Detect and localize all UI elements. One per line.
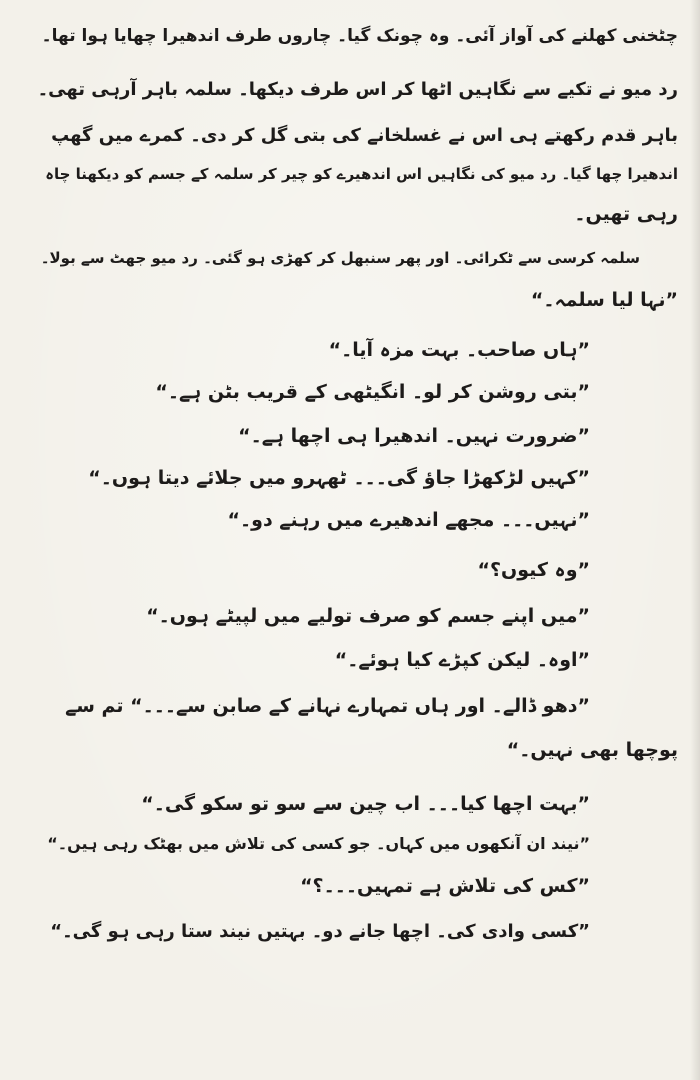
text-line: چٹخنی کھلنے کی آواز آئی۔ وہ چونک گیا۔ چاروں طرف اندھیرا چھایا ہوا تھا۔ <box>41 26 678 46</box>
dialogue-line: ”اوہ۔ لیکن کپڑے کیا ہوئے۔“ <box>334 649 590 671</box>
page-edge-shadow <box>690 0 700 1080</box>
dialogue-line: ”کسی وادی کی۔ اچھا جانے دو۔ بہتیں نیند ستا رہی ہو گی۔“ <box>50 921 590 942</box>
dialogue-line: ”میں اپنے جسم کو صرف تولیے میں لپیٹے ہوں۔“ <box>146 605 590 627</box>
text-line: رہی تھیں۔ <box>574 203 678 225</box>
text-line: رد میو نے تکیے سے نگاہیں اٹھا کر اس طرف دیکھا۔ سلمہ باہر آرہی تھی۔ <box>37 79 678 100</box>
dialogue-line: ”بتی روشن کر لو۔ انگیٹھی کے قریب بٹن ہے۔“ <box>155 381 590 403</box>
dialogue-line: پوچھا بھی نہیں۔“ <box>506 739 678 761</box>
text-line: ”نہا لیا سلمہ۔“ <box>530 289 678 311</box>
dialogue-line: ”ہاں صاحب۔ بہت مزہ آیا۔“ <box>328 339 590 361</box>
dialogue-line: ”دھو ڈالے۔ اور ہاں تمہارے نہانے کے صابن سے۔۔۔“ تم سے <box>65 695 590 717</box>
dialogue-line: ”ضرورت نہیں۔ اندھیرا ہی اچھا ہے۔“ <box>238 425 590 447</box>
text-line: اندھیرا چھا گیا۔ رد میو کی نگاہیں اس اندھیرے کو چیر کر سلمہ کے جسم کو دیکھنا چاہ <box>45 165 678 183</box>
dialogue-line: ”وہ کیوں؟“ <box>477 559 590 581</box>
dialogue-line: ”نہیں۔۔۔ مجھے اندھیرے میں رہنے دو۔“ <box>227 509 590 531</box>
dialogue-line: ”کہیں لڑکھڑا جاؤ گی۔۔۔ ٹھہرو میں جلائے دیتا ہوں۔“ <box>88 467 590 489</box>
dialogue-line: ”بہت اچھا کیا۔۔۔ اب چین سے سو تو سکو گی۔“ <box>141 793 590 815</box>
dialogue-line: ”نیند ان آنکھوں میں کہاں۔ جو کسی کی تلاش میں بھٹک رہی ہیں۔“ <box>47 834 590 853</box>
dialogue-line: ”کس کی تلاش ہے تمہیں۔۔۔؟“ <box>300 875 590 897</box>
text-line: سلمہ کرسی سے ٹکرائی۔ اور پھر سنبھل کر کھڑی ہو گئی۔ رد میو جھٹ سے بولا۔ <box>40 249 640 267</box>
text-line: باہر قدم رکھتے ہی اس نے غسلخانے کی بتی گل کر دی۔ کمرے میں گھپ <box>51 125 678 146</box>
